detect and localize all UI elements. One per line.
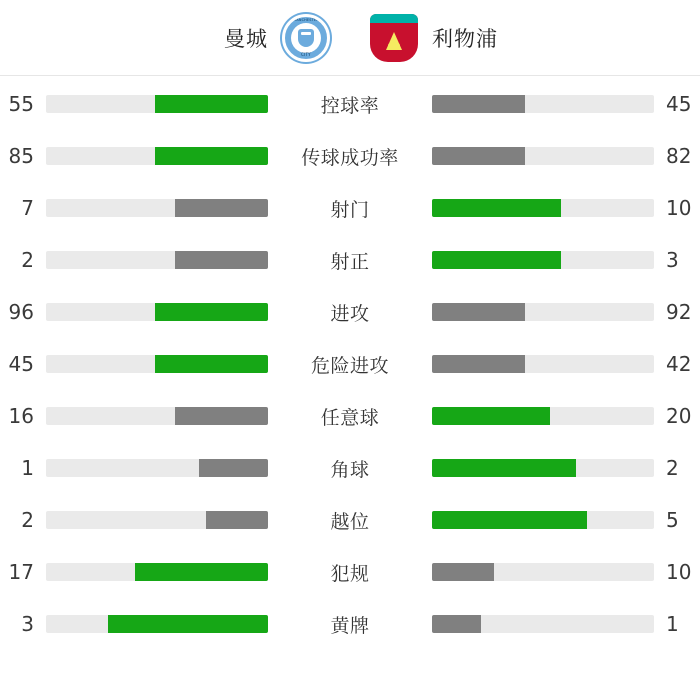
away-value: 3 bbox=[666, 248, 679, 272]
home-bar-fill bbox=[155, 95, 268, 113]
home-bar-fill bbox=[155, 355, 268, 373]
home-value: 96 bbox=[8, 300, 34, 324]
home-value: 2 bbox=[21, 508, 34, 532]
away-team[interactable] bbox=[350, 14, 670, 62]
stat-label: 进攻 bbox=[330, 302, 370, 325]
home-value: 1 bbox=[21, 456, 34, 480]
away-bar bbox=[432, 147, 654, 165]
home-bar bbox=[46, 95, 268, 113]
away-value: 10 bbox=[666, 196, 692, 220]
table-row bbox=[0, 546, 700, 598]
crest-ring-text-top: MANCHESTER bbox=[293, 17, 319, 22]
away-team-name: 利物浦 bbox=[432, 26, 498, 51]
away-bar bbox=[432, 459, 654, 477]
away-bar bbox=[432, 511, 654, 529]
home-bar bbox=[46, 563, 268, 581]
table-row bbox=[0, 390, 700, 442]
table-row bbox=[0, 78, 700, 130]
home-bar bbox=[46, 511, 268, 529]
home-bar-fill bbox=[108, 615, 268, 633]
away-bar bbox=[432, 199, 654, 217]
home-value: 55 bbox=[8, 92, 34, 116]
stat-label: 任意球 bbox=[320, 406, 380, 429]
home-bar-fill bbox=[175, 251, 268, 269]
home-value: 85 bbox=[8, 144, 34, 168]
home-value: 7 bbox=[21, 196, 34, 220]
home-value: 45 bbox=[8, 352, 34, 376]
home-bar bbox=[46, 303, 268, 321]
home-value: 16 bbox=[8, 404, 34, 428]
stats-rows bbox=[0, 76, 700, 650]
home-bar bbox=[46, 199, 268, 217]
away-bar-fill bbox=[432, 615, 481, 633]
stat-label: 角球 bbox=[330, 458, 370, 481]
table-row bbox=[0, 338, 700, 390]
away-value: 42 bbox=[666, 352, 692, 376]
teams-header bbox=[0, 0, 700, 76]
away-bar bbox=[432, 303, 654, 321]
home-bar-fill bbox=[199, 459, 268, 477]
away-bar bbox=[432, 563, 654, 581]
crest-inner bbox=[291, 23, 321, 53]
manchester-city-crest-icon bbox=[282, 14, 330, 62]
away-value: 20 bbox=[666, 404, 692, 428]
away-bar-fill bbox=[432, 251, 561, 269]
away-bar-fill bbox=[432, 459, 576, 477]
home-value: 17 bbox=[8, 560, 34, 584]
stat-label: 射正 bbox=[330, 250, 370, 273]
stat-label: 传球成功率 bbox=[301, 146, 399, 169]
home-bar bbox=[46, 459, 268, 477]
crest-ring-text-bottom: CITY bbox=[301, 51, 311, 57]
away-value: 92 bbox=[666, 300, 692, 324]
away-value: 2 bbox=[666, 456, 679, 480]
away-bar bbox=[432, 615, 654, 633]
stat-label: 危险进攻 bbox=[310, 354, 389, 377]
home-bar-fill bbox=[175, 407, 268, 425]
away-bar-fill bbox=[432, 407, 550, 425]
home-value: 2 bbox=[21, 248, 34, 272]
home-bar-fill bbox=[206, 511, 268, 529]
away-value: 82 bbox=[666, 144, 692, 168]
home-bar bbox=[46, 615, 268, 633]
stat-label: 犯规 bbox=[330, 562, 370, 585]
away-bar-fill bbox=[432, 355, 525, 373]
away-value: 5 bbox=[666, 508, 679, 532]
table-row bbox=[0, 182, 700, 234]
table-row bbox=[0, 494, 700, 546]
away-bar-fill bbox=[432, 563, 494, 581]
home-team[interactable] bbox=[30, 14, 350, 62]
crest-shield bbox=[298, 29, 314, 47]
away-value: 1 bbox=[666, 612, 679, 636]
home-bar bbox=[46, 355, 268, 373]
away-value: 45 bbox=[666, 92, 692, 116]
away-value: 10 bbox=[666, 560, 692, 584]
stat-label: 越位 bbox=[330, 510, 370, 533]
table-row bbox=[0, 442, 700, 494]
liverpool-crest-icon bbox=[370, 14, 418, 62]
away-bar bbox=[432, 355, 654, 373]
home-bar-fill bbox=[175, 199, 268, 217]
away-bar-fill bbox=[432, 303, 525, 321]
home-bar bbox=[46, 251, 268, 269]
away-bar-fill bbox=[432, 95, 525, 113]
liver-bird-icon bbox=[386, 32, 402, 50]
home-bar-fill bbox=[155, 303, 268, 321]
table-row bbox=[0, 234, 700, 286]
table-row bbox=[0, 598, 700, 650]
home-bar-fill bbox=[155, 147, 268, 165]
away-bar bbox=[432, 407, 654, 425]
away-bar-fill bbox=[432, 199, 561, 217]
stat-label: 控球率 bbox=[320, 94, 380, 117]
table-row bbox=[0, 286, 700, 338]
crest-top-bar bbox=[370, 14, 418, 23]
away-bar-fill bbox=[432, 147, 525, 165]
away-bar-fill bbox=[432, 511, 587, 529]
stat-label: 黄牌 bbox=[330, 614, 370, 637]
away-bar bbox=[432, 95, 654, 113]
home-bar bbox=[46, 147, 268, 165]
away-bar bbox=[432, 251, 654, 269]
home-team-name: 曼城 bbox=[224, 26, 268, 51]
home-bar-fill bbox=[135, 563, 268, 581]
home-value: 3 bbox=[21, 612, 34, 636]
table-row bbox=[0, 130, 700, 182]
stat-label: 射门 bbox=[330, 198, 370, 221]
home-bar bbox=[46, 407, 268, 425]
